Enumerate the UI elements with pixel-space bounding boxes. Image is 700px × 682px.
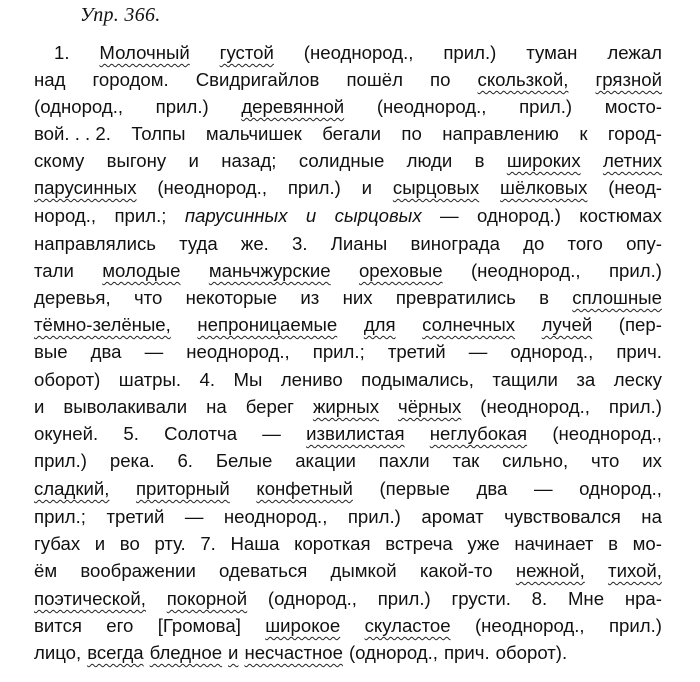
word: вой. . . 2. — [34, 123, 111, 144]
word: какой-то — [419, 560, 493, 581]
word: по — [430, 69, 451, 90]
word: (первые — [379, 478, 450, 499]
word: чувствовался — [504, 506, 621, 527]
text-line — [34, 258, 662, 284]
word: (пер- — [618, 314, 662, 335]
word: мо- — [632, 533, 662, 554]
text-line — [34, 448, 662, 474]
word: рту. — [154, 533, 186, 554]
word: лучей — [541, 314, 593, 335]
word: и — [34, 396, 45, 417]
word: в — [608, 533, 618, 554]
word: берег — [245, 396, 294, 417]
text-line — [34, 67, 662, 93]
word: костюмах — [579, 205, 662, 226]
word: же. — [240, 233, 269, 254]
word: 5. — [123, 423, 139, 444]
word: 8. — [531, 588, 548, 609]
word: прил.) — [608, 396, 662, 417]
word: (неоднород., — [480, 396, 590, 417]
word: скому — [34, 150, 85, 171]
word: (неоднород., — [552, 423, 662, 444]
word: скользкой, — [477, 69, 569, 90]
word: ореховые — [358, 260, 443, 281]
text-line — [34, 640, 662, 666]
word: парусинных — [34, 177, 137, 198]
word: опу- — [626, 233, 662, 254]
word: — — [184, 506, 204, 527]
word: прил.) — [155, 96, 209, 117]
word: тихой, — [608, 560, 662, 581]
word: направлению — [442, 123, 559, 144]
word: (неоднород., — [303, 42, 414, 63]
word: однород.) — [477, 205, 561, 226]
word: направлялись — [34, 233, 156, 254]
text-line — [34, 148, 662, 174]
word: прил.) — [519, 96, 573, 117]
word: однород., — [579, 478, 662, 499]
word: винограда — [410, 233, 500, 254]
word: ём — [34, 560, 58, 581]
word: город- — [607, 123, 662, 144]
word: неоднород., — [186, 341, 290, 362]
word: и — [94, 533, 106, 554]
word: шатры. — [118, 369, 182, 390]
word: третий — [387, 341, 446, 362]
word: Молочный — [99, 42, 190, 63]
word: Мы — [233, 369, 263, 390]
text-line — [34, 121, 662, 147]
word: сильно, — [502, 450, 569, 471]
word: [Громова] — [157, 615, 241, 636]
word: прил.) — [34, 450, 88, 471]
word: одеваться — [219, 560, 308, 581]
word: вится — [34, 615, 82, 636]
word: что — [133, 287, 163, 308]
word: них — [342, 287, 373, 308]
text-line — [34, 231, 662, 257]
word: шёлковых — [500, 177, 588, 198]
word: к — [579, 123, 588, 144]
word: за — [576, 369, 596, 390]
word: и — [361, 177, 373, 198]
word: и — [228, 642, 239, 663]
word: всегда — [87, 642, 144, 663]
word: скуластое — [364, 615, 451, 636]
word: подымались, — [361, 369, 474, 390]
word: широких — [506, 150, 581, 171]
text-line — [34, 312, 662, 338]
word: Свидригайлов — [195, 69, 320, 90]
word: воображении — [80, 560, 196, 581]
word: превратились — [395, 287, 516, 308]
word: 6. — [177, 450, 193, 471]
word: дымкой — [330, 560, 397, 581]
text-line — [34, 285, 662, 311]
word: Белые — [215, 450, 273, 471]
word: до — [523, 233, 545, 254]
word: прич. — [443, 642, 490, 663]
word: деревянной — [241, 96, 345, 117]
word: сладкий, — [34, 478, 110, 499]
word: прил.; — [114, 205, 167, 226]
word: прил.) — [608, 260, 662, 281]
word: акации — [295, 450, 356, 471]
word: солнечных — [422, 314, 516, 335]
word: назад; — [221, 150, 277, 171]
word: река. — [109, 450, 155, 471]
word: его — [106, 615, 134, 636]
word: густой — [219, 42, 274, 63]
word: на — [641, 506, 662, 527]
word: по — [401, 123, 422, 144]
word: и — [188, 150, 199, 171]
word: неглубокая — [429, 423, 528, 444]
word: конфетный — [256, 478, 353, 499]
word: прил.) — [443, 42, 497, 63]
word: непроницаемые — [197, 314, 338, 335]
word: прич. — [616, 341, 662, 362]
word: тащили — [492, 369, 558, 390]
word: сплошные — [572, 287, 662, 308]
word: (однород., — [267, 588, 357, 609]
word: чёрных — [398, 396, 462, 417]
text-line — [34, 175, 662, 201]
word: — — [440, 205, 459, 226]
word: нород., — [34, 205, 97, 226]
word: аромат — [421, 506, 484, 527]
word: оборот) — [34, 369, 101, 390]
word: жирных — [312, 396, 380, 417]
word: Лианы — [330, 233, 388, 254]
text-line — [34, 476, 662, 502]
text-line — [34, 339, 662, 365]
word: прил.) — [287, 177, 341, 198]
word: маньчжурские — [208, 260, 331, 281]
word: Наша — [230, 533, 280, 554]
word: широкое — [265, 615, 341, 636]
word: их — [642, 450, 662, 471]
text-line — [34, 531, 662, 557]
word: — — [262, 423, 281, 444]
word: так — [452, 450, 480, 471]
word: прил.; — [312, 341, 365, 362]
word: (неоднород., — [157, 177, 267, 198]
word: поэтической, — [34, 588, 146, 609]
word: на — [206, 396, 227, 417]
word: выволакивали — [63, 396, 188, 417]
word: (однород., — [348, 642, 438, 663]
word: для — [363, 314, 396, 335]
word: — — [533, 478, 553, 499]
word: несчастное — [244, 642, 343, 663]
word: (неоднород., — [376, 96, 487, 117]
word: (однород., — [34, 96, 124, 117]
text-line — [34, 394, 662, 420]
word: грусти. — [451, 588, 511, 609]
word: бегали — [322, 123, 381, 144]
word: уже — [467, 533, 500, 554]
text-line — [34, 586, 662, 612]
word: в — [474, 150, 485, 171]
exercise-title: Упр. 366. — [80, 4, 161, 26]
word: 4. — [199, 369, 216, 390]
word: 7. — [200, 533, 216, 554]
word: (неод- — [608, 177, 662, 198]
word: городом. — [92, 69, 169, 90]
word: (неоднород., — [474, 615, 585, 636]
word: два — [476, 478, 508, 499]
word: сырцовых — [334, 205, 422, 226]
word: солидные — [298, 150, 385, 171]
word: мальчишек — [205, 123, 302, 144]
word: парусинных — [184, 205, 288, 226]
word: некоторые — [185, 287, 278, 308]
text-line — [34, 203, 662, 229]
word: приторный — [135, 478, 230, 499]
word: неоднород., — [223, 506, 328, 527]
word: встреча — [385, 533, 453, 554]
word: молодые — [102, 260, 181, 281]
word: что — [591, 450, 620, 471]
word: нежной, — [515, 560, 585, 581]
word: прил.) — [377, 588, 431, 609]
word: — — [144, 341, 164, 362]
word: губах — [34, 533, 81, 554]
word: нра- — [624, 588, 662, 609]
word: леску — [613, 369, 662, 390]
text-line — [34, 94, 662, 120]
word: лицо, — [34, 642, 82, 663]
word: над — [34, 69, 66, 90]
word: туман — [526, 42, 578, 63]
word: Толпы — [131, 123, 186, 144]
word: люди — [406, 150, 453, 171]
text-line — [54, 40, 662, 66]
word: тёмно-зелёные, — [34, 314, 171, 335]
word: 1. — [54, 42, 70, 63]
word: Мне — [567, 588, 605, 609]
word: начинает — [514, 533, 594, 554]
word: в — [539, 287, 550, 308]
word: мосто- — [604, 96, 662, 117]
word: однород., — [510, 341, 594, 362]
word: извилистая — [306, 423, 405, 444]
word: прил.) — [608, 615, 662, 636]
word: покорной — [166, 588, 248, 609]
word: тали — [34, 260, 74, 281]
word: Солотча — [164, 423, 238, 444]
word: вые — [34, 341, 68, 362]
text-line — [34, 613, 662, 639]
word: прил.) — [347, 506, 401, 527]
word: третий — [106, 506, 165, 527]
word: лениво — [280, 369, 343, 390]
word: пахли — [378, 450, 430, 471]
word: деревья, — [34, 287, 111, 308]
word: выгону — [106, 150, 167, 171]
text-line — [34, 367, 662, 393]
word: два — [90, 341, 122, 362]
word: того — [567, 233, 603, 254]
word: и — [305, 205, 317, 226]
word: оборот). — [495, 642, 568, 663]
word: сырцовых — [392, 177, 480, 198]
word: окуней. — [34, 423, 99, 444]
word: грязной — [595, 69, 662, 90]
word: 3. — [292, 233, 308, 254]
text-line — [34, 421, 662, 447]
word: летних — [602, 150, 662, 171]
word: во — [119, 533, 140, 554]
text-line — [34, 558, 662, 584]
word: (неоднород., — [470, 260, 581, 281]
word: пошёл — [346, 69, 403, 90]
text-line — [34, 504, 662, 530]
word: туда — [179, 233, 218, 254]
word: из — [300, 287, 320, 308]
word: — — [468, 341, 488, 362]
word: лежал — [607, 42, 662, 63]
word: короткая — [294, 533, 371, 554]
word: бледное — [149, 642, 223, 663]
word: прил.; — [34, 506, 86, 527]
